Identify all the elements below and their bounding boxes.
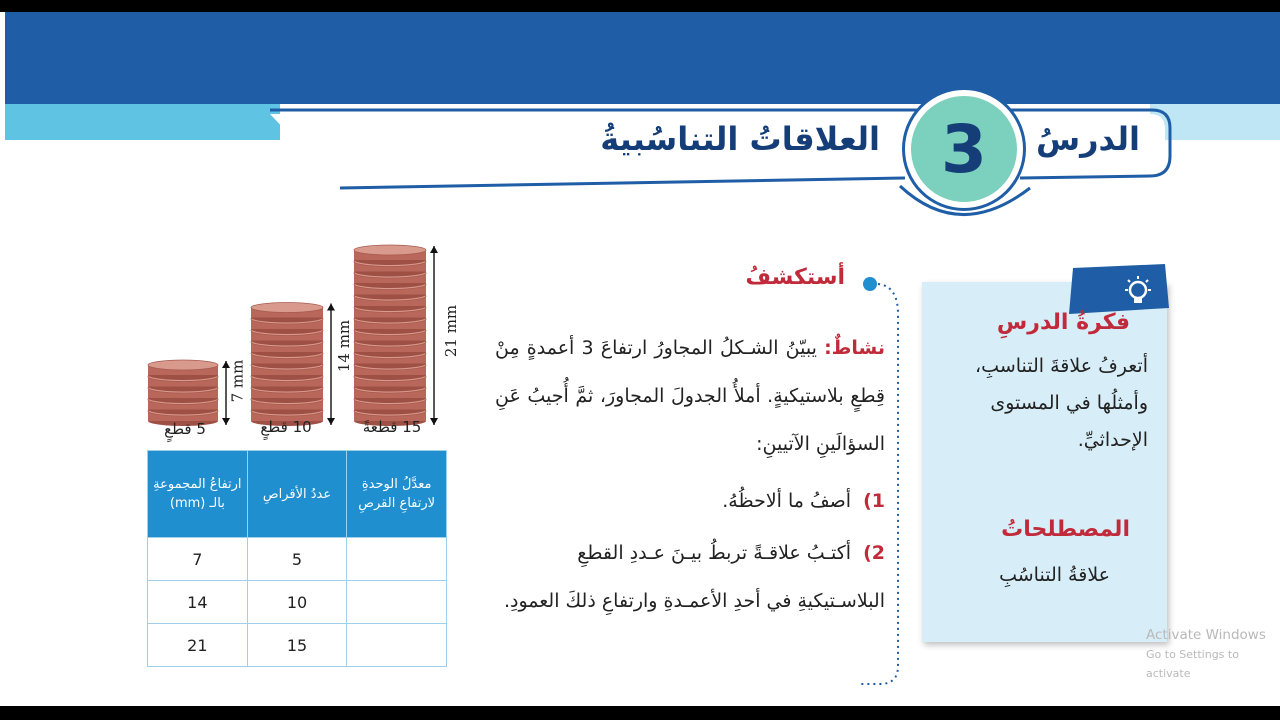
question-1 — [495, 477, 885, 525]
arrow-head — [327, 304, 335, 311]
question-text: أكتـبُ علاقـةً تربطُ بيـنَ عـددِ القطعِ البلاسـتيكيةِ في أحدِ الأعمـدةِ وارتفاعِ ذلكَ العمودِ. — [503, 542, 885, 612]
arrow-head — [430, 246, 438, 253]
arrow-head — [327, 418, 335, 425]
header-ribbon — [0, 92, 1280, 232]
activate-windows-watermark — [1146, 626, 1280, 683]
lesson-label: الدرسُ — [1035, 120, 1140, 158]
coin-face — [354, 245, 426, 255]
table-row — [148, 624, 447, 667]
coin-face — [148, 360, 218, 370]
lesson-idea-text: أتعرفُ علاقةَ التناسبِ، وأمثلُها في المستوى الإحداثيِّ. — [975, 355, 1148, 451]
coin-stacks-figure — [140, 234, 470, 434]
lesson-number: 3 — [941, 110, 987, 188]
activity-label: نشاطٌ: — [824, 337, 886, 359]
coin-face — [251, 303, 323, 313]
data-table — [147, 450, 447, 667]
table-row — [148, 538, 447, 581]
lesson-title: العلاقاتُ التناسُبيةُ — [600, 120, 880, 158]
activity-text: يبيّنُ الشـكلُ المجاورُ ارتفاعَ 3 أعمدةٍ مِنْ قِطعٍ بلاستيكيةٍ. أملأُ الجدولَ المجاورَ، ثمَّ أُجيبُ عَنِ السؤالَينِ الآتيينِ: — [495, 337, 885, 455]
lightbulb-icon — [1120, 274, 1156, 310]
height-cell: 7 — [148, 538, 248, 581]
coin-stack — [148, 360, 218, 426]
question-2 — [495, 529, 885, 625]
coin-stack-label: 15 قطعةً — [362, 418, 422, 436]
rate-cell[interactable] — [347, 624, 447, 667]
terms-text: علاقةُ التناسُبِ — [999, 564, 1110, 586]
table-header-row — [148, 451, 447, 538]
lesson-idea-panel — [922, 282, 1167, 642]
count-cell: 5 — [247, 538, 347, 581]
table-header: عددُ الأقراصِ — [247, 451, 347, 538]
rate-cell[interactable] — [347, 538, 447, 581]
table-row — [148, 581, 447, 624]
top-banner — [5, 12, 1280, 104]
height-cell: 14 — [148, 581, 248, 624]
explore-heading: أستكشفُ — [745, 265, 845, 290]
coin-stack — [354, 245, 426, 426]
watermark-subtitle: Go to Settings to activate — [1146, 648, 1239, 680]
terms-heading: المصطلحاتُ — [1001, 517, 1130, 542]
table-header: ارتفاعُ المجموعةِ بالـ (mm) — [148, 451, 248, 538]
rate-cell[interactable] — [347, 581, 447, 624]
coin-stack-height: 21 mm — [442, 304, 461, 358]
watermark-title: Activate Windows — [1146, 627, 1266, 643]
lesson-idea-heading: فكرةُ الدرسِ — [996, 310, 1130, 335]
height-cell: 21 — [148, 624, 248, 667]
question-text: أصفُ ما ألاحظُهُ. — [722, 490, 852, 512]
table-header: معدَّلُ الوحدةِ لارتفاعِ القرصِ — [347, 451, 447, 538]
count-cell: 15 — [247, 624, 347, 667]
question-number: 1) — [863, 490, 885, 512]
coin-stack-label: 10 قطعٍ — [260, 418, 312, 436]
activity-paragraph — [495, 324, 885, 468]
question-number: 2) — [863, 542, 885, 564]
lesson-number-badge — [905, 90, 1023, 208]
coin-stack-label: 5 قطعٍ — [164, 420, 206, 438]
coin-stack-height: 14 mm — [335, 319, 354, 373]
lesson-page — [0, 12, 1280, 706]
coin-stack — [251, 303, 323, 427]
coin-stack-height: 7 mm — [228, 359, 247, 403]
count-cell: 10 — [247, 581, 347, 624]
